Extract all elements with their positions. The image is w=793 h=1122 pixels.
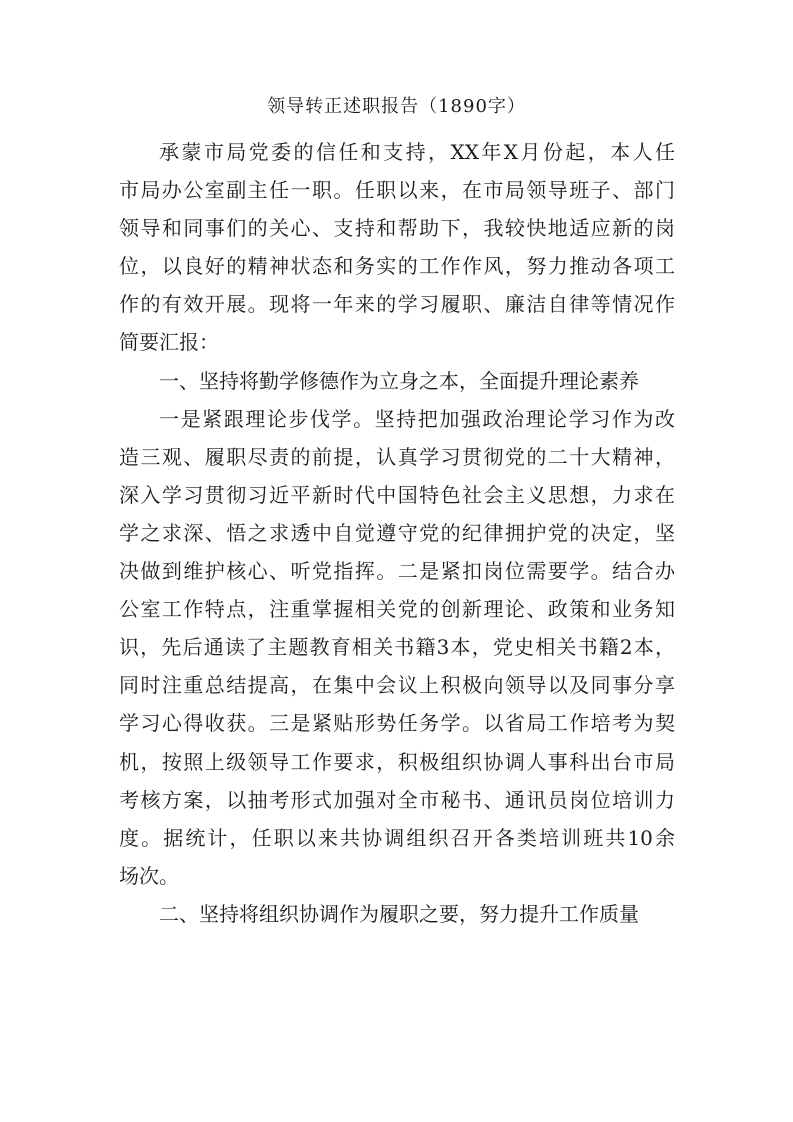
text-line: 学习心得收获。三是紧贴形势任务学。以省局工作培考为契 [119, 711, 675, 736]
document-title: 领导转正述职报告（1890字） [267, 96, 526, 117]
text-line: 深入学习贯彻习近平新时代中国特色社会主义思想，力求在 [119, 482, 675, 507]
text-line: 作的有效开展。现将一年来的学习履职、廉洁自律等情况作 [119, 292, 675, 317]
text-line: 决做到维护核心、听党指挥。二是紧扣岗位需要学。结合办 [119, 559, 675, 584]
text-line: 承蒙市局党委的信任和支持，XX年X月份起，本人任 [159, 140, 675, 164]
text-line: 一是紧跟理论步伐学。坚持把加强政治理论学习作为改 [159, 406, 675, 431]
text-line: 领导和同事们的关心、支持和帮助下，我较快地适应新的岗 [119, 216, 675, 241]
text-line: 造三观、履职尽责的前提，认真学习贯彻党的二十大精神， [119, 444, 675, 469]
text-line: 二、坚持将组织协调作为履职之要，努力提升工作质量 [159, 901, 639, 926]
text-line: 度。据统计，任职以来共协调组织召开各类培训班共10余 [119, 825, 675, 850]
text-line: 考核方案，以抽考形式加强对全市秘书、通讯员岗位培训力 [119, 787, 675, 812]
text-line: 机，按照上级领导工作要求，积极组织协调人事科出台市局 [119, 749, 675, 774]
text-line: 市局办公室副主任一职。任职以来，在市局领导班子、部门 [119, 178, 675, 203]
text-line: 位，以良好的精神状态和务实的工作作风，努力推动各项工 [119, 254, 675, 279]
document-body [119, 133, 675, 933]
text-line: 一、坚持将勤学修德作为立身之本，全面提升理论素养 [159, 368, 639, 393]
text-line: 公室工作特点，注重掌握相关党的创新理论、政策和业务知 [119, 597, 675, 622]
text-line: 场次。 [119, 863, 179, 888]
text-line: 简要汇报： [119, 330, 219, 355]
text-line: 同时注重总结提高，在集中会议上积极向领导以及同事分享 [119, 673, 675, 698]
text-line: 识，先后通读了主题教育相关书籍3本，党史相关书籍2本， [119, 635, 675, 660]
text-line: 学之求深、悟之求透中自觉遵守党的纪律拥护党的决定，坚 [119, 520, 675, 545]
